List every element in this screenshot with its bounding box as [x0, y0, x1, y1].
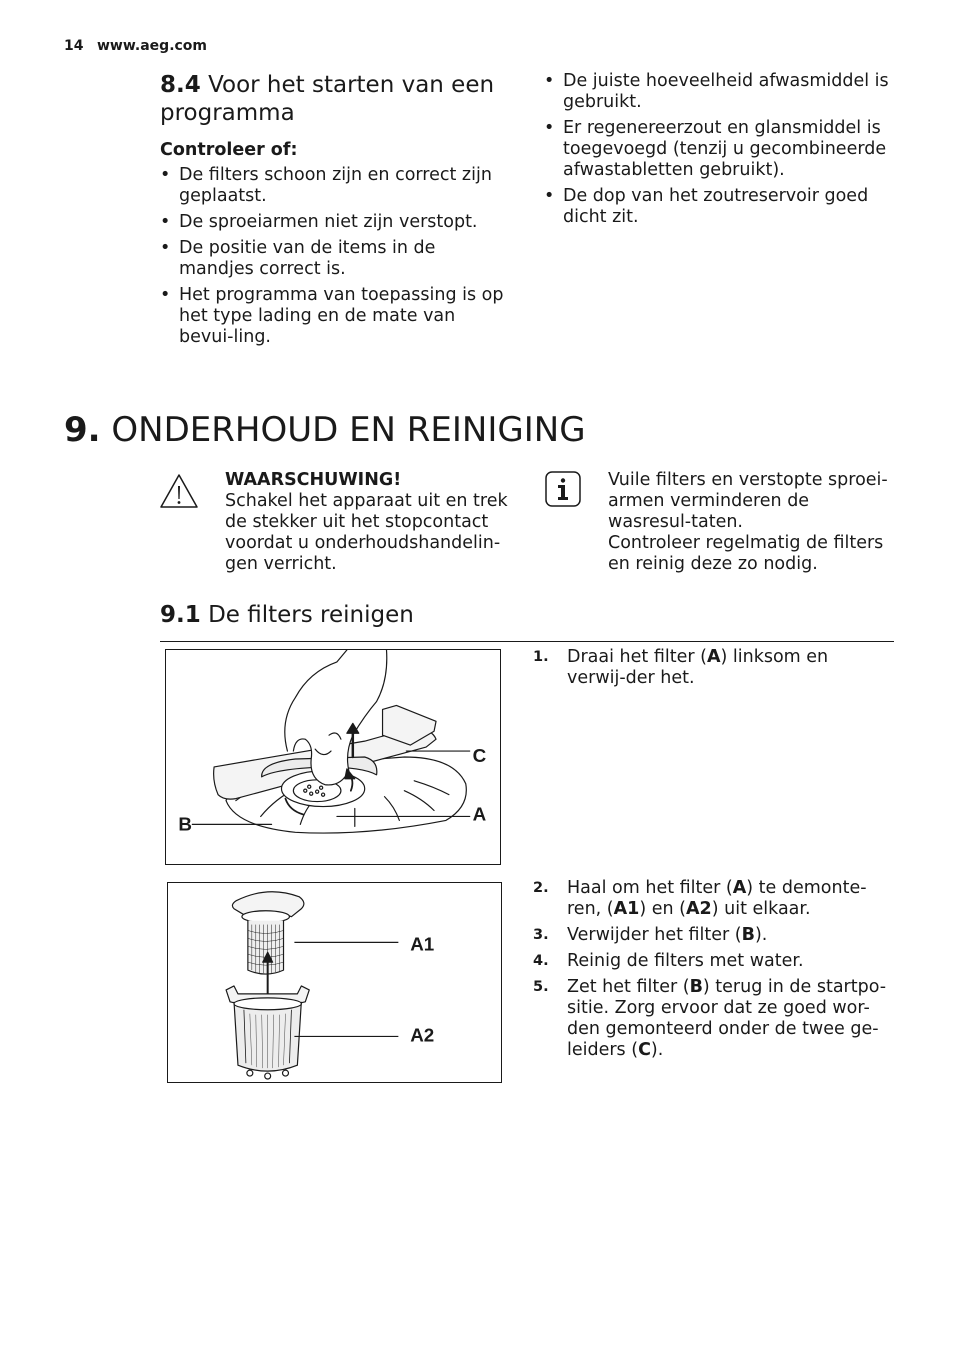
check-list-right: [544, 71, 894, 233]
info-block: [608, 470, 894, 575]
list-item: • De positie van de items in de mandjes correct is.: [160, 238, 510, 280]
label-a1: A1: [410, 933, 435, 955]
check-label: Controleer of:: [160, 140, 298, 160]
list-item: • De sproeiarmen niet zijn verstopt.: [160, 212, 510, 233]
step-ref: A2: [686, 899, 712, 919]
label-a2: A2: [410, 1024, 435, 1046]
section-number: 8.4: [160, 72, 201, 98]
warning-title: WAARSCHUWING!: [225, 470, 402, 490]
warning-text: Schakel het apparaat uit en trek de stekker uit het stopcontact voordat u onderhoudshandelin-gen verricht.: [225, 491, 508, 574]
step-ref: B: [689, 977, 703, 997]
step-text: ).: [650, 1040, 664, 1060]
filter-removal-figure: [165, 649, 501, 865]
step-item: [533, 977, 888, 1061]
warning-icon: [159, 473, 199, 509]
list-item: • De dop van het zoutreservoir goed dicht zit.: [544, 186, 894, 228]
filter-removal-illustration: [166, 650, 500, 864]
step-text: ) linksom en verwij-der het.: [567, 647, 829, 688]
step-ref: A: [732, 878, 747, 898]
step-text: ) terug in de startpo-sitie. Zorg ervoor dat ze goed wor-den gemonteerd onder de twee ge-leiders (: [567, 977, 887, 1060]
section-divider: [160, 641, 894, 642]
check-list-left: [160, 165, 510, 353]
info-text-2: Controleer regelmatig de filters en reinig deze zo nodig.: [608, 533, 884, 574]
step-text: Haal om het filter (: [567, 878, 733, 898]
step-number: 3.: [533, 927, 549, 943]
info-text-1: Vuile filters en verstopte sproei-armen verminderen de wasresul-taten.: [608, 470, 888, 532]
step-item: [533, 951, 888, 972]
info-icon: [545, 471, 581, 507]
filter-parts-figure: [167, 882, 502, 1083]
step-ref: C: [638, 1040, 651, 1060]
section-title: De filters reinigen: [208, 602, 414, 628]
label-c: C: [472, 744, 487, 766]
section-number: 9.1: [160, 602, 201, 628]
filter-parts-illustration: [168, 883, 501, 1082]
step-number: 5.: [533, 979, 549, 995]
step-item: [533, 925, 888, 946]
chapter-heading: [64, 410, 586, 450]
chapter-title: ONDERHOUD EN REINIGING: [111, 410, 586, 450]
list-item: • De filters schoon zijn en correct zijn geplaatst.: [160, 165, 510, 207]
list-item: • De juiste hoeveelheid afwasmiddel is gebruikt.: [544, 71, 894, 113]
step-text: ) te demonte-ren, (: [567, 878, 867, 919]
step-text: Zet het filter (: [567, 977, 690, 997]
section-8-4-heading: [160, 71, 520, 127]
step-text: Draai het filter (: [567, 647, 707, 667]
step-item: [533, 878, 888, 920]
step-ref: B: [741, 925, 755, 945]
steps-list-1: [533, 647, 888, 694]
step-text: ).: [754, 925, 768, 945]
section-title: Voor het starten van een programma: [160, 72, 495, 126]
warning-block: [225, 470, 510, 575]
label-b: B: [178, 813, 193, 835]
label-a: A: [472, 803, 487, 825]
list-item: • Het programma van toepassing is op het type lading en de mate van bevui-ling.: [160, 285, 510, 348]
step-number: 4.: [533, 953, 549, 969]
step-number: 2.: [533, 880, 549, 896]
list-item: • Er regenereerzout en glansmiddel is toegevoegd (tenzij u gecombineerde afwastabletten gebruikt).: [544, 118, 894, 181]
chapter-number: 9.: [64, 410, 101, 450]
step-ref: A1: [613, 899, 640, 919]
step-ref: A: [706, 647, 721, 667]
page-number: 14: [64, 38, 84, 54]
step-text: Verwijder het filter (: [567, 925, 742, 945]
header-url: www.aeg.com: [97, 38, 208, 54]
steps-list-2: [533, 878, 888, 1066]
step-number: 1.: [533, 649, 549, 665]
step-text: Reinig de filters met water.: [567, 951, 804, 971]
step-text: ) en (: [639, 899, 686, 919]
step-item: [533, 647, 888, 689]
section-9-1-heading: [160, 601, 414, 629]
step-text: ) uit elkaar.: [711, 899, 811, 919]
